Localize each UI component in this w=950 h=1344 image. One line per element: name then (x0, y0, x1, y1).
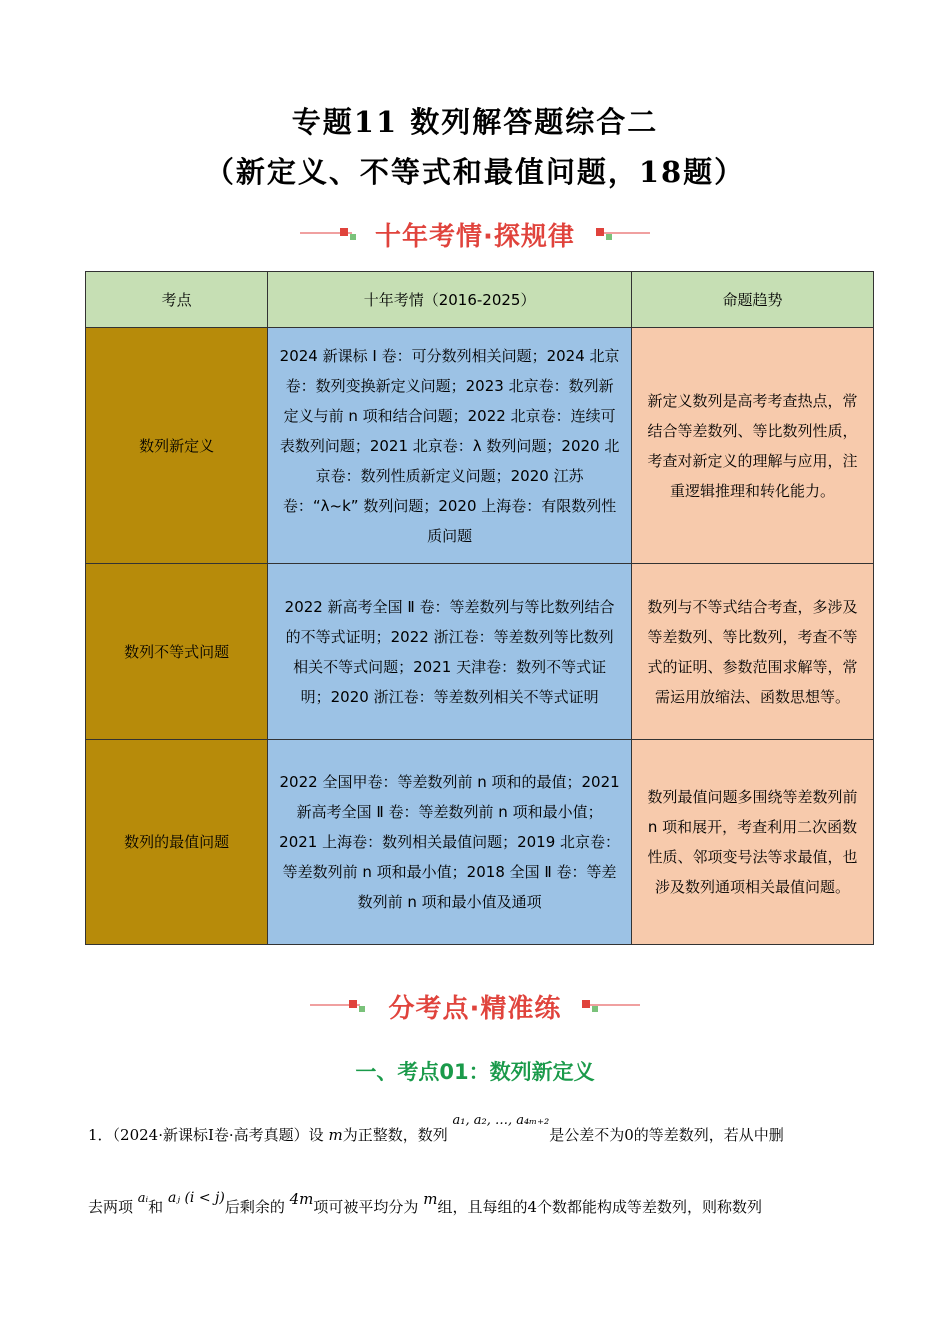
problem-line-2 (88, 1190, 762, 1217)
banner-text: 十年考情·探规律 (375, 222, 575, 252)
trend-cell: 新定义数列是高考考查热点，常结合等差数列、等比数列性质，考查对新定义的理解与应用，注重逻辑推理和转化能力。 (631, 328, 873, 564)
table-row (86, 740, 874, 945)
trend-cell: 数列最值问题多围绕等差数列前 n 项和展开，考查利用二次函数性质、邻项变号法等求最值，也涉及数列通项相关最值问题。 (631, 740, 873, 945)
problem-text: 是公差不为0的等差数列，若从中删 (549, 1126, 784, 1144)
history-cell: 2022 全国甲卷：等差数列前 n 项和的最值；2021 新高考全国 Ⅱ 卷：等差数列前 n 项和最小值；2021 上海卷：数列相关最值问题；2019 北京卷：等差数列前 n 项和最小值；2018 全国 Ⅱ 卷：等差数列前 n 项和最小值及通项 (268, 740, 632, 945)
exam-analysis-table (85, 271, 874, 945)
document-title-line1: 专题11 数列解答题综合二 (291, 105, 659, 139)
math-aj: aⱼ (i < j) (167, 1190, 225, 1206)
math-m: m (328, 1126, 343, 1144)
math-sequence: a₁, a₂, …, a₄ₘ₊₂ (452, 1113, 550, 1128)
banner-practice (0, 984, 950, 1024)
banner-ten-year (0, 212, 950, 252)
problem-text: 为正整数，数列 (342, 1126, 448, 1144)
topic-cell: 数列新定义 (86, 328, 268, 564)
trend-cell: 数列与不等式结合考查，多涉及等差数列、等比数列，考查不等式的证明、参数范围求解等，常需运用放缩法、函数思想等。 (631, 564, 873, 740)
banner-text: 分考点·精准练 (388, 994, 562, 1024)
header-topic: 考点 (86, 272, 268, 328)
problem-text: 和 (148, 1198, 164, 1216)
header-history: 十年考情（2016-2025） (268, 272, 632, 328)
document-title-line2: （新定义、不等式和最值问题，18题） (204, 155, 746, 189)
topic-cell: 数列的最值问题 (86, 740, 268, 945)
problem-text: 项可被平均分为 (313, 1198, 419, 1216)
problem-text: 去两项 (88, 1198, 134, 1216)
history-cell: 2022 新高考全国 Ⅱ 卷：等差数列与等比数列结合的不等式证明；2022 浙江卷：等差数列等比数列相关不等式问题；2021 天津卷：数列不等式证明；2020 浙江卷：等差数列相关不等式证明 (268, 564, 632, 740)
table-header-row (86, 272, 874, 328)
topic-cell: 数列不等式问题 (86, 564, 268, 740)
section-title: 一、考点01：数列新定义 (355, 1060, 595, 1084)
math-m: m (423, 1190, 438, 1208)
problem-line-1 (88, 1113, 784, 1145)
problem-source: （2024·新课标Ⅰ卷·高考真题）设 (112, 1126, 324, 1144)
table-row (86, 564, 874, 740)
problem-text: 组，且每组的4个数都能构成等差数列，则称数列 (437, 1198, 762, 1216)
history-cell: 2024 新课标 Ⅰ 卷：可分数列相关问题；2024 北京卷：数列变换新定义问题；2023 北京卷：数列新定义与前 n 项和结合问题；2022 北京卷：连续可表数列问题；2021 北京卷：λ 数列问题；2020 北京卷：数列性质新定义问题；2020 江苏卷：“λ~k” 数列问题；2020 上海卷：有限数列性质问题 (268, 328, 632, 564)
table-row (86, 328, 874, 564)
math-4m: 4m (289, 1190, 314, 1208)
problem-number: 1． (88, 1126, 113, 1144)
math-ai: aᵢ (137, 1191, 149, 1206)
header-trend: 命题趋势 (631, 272, 873, 328)
problem-text: 后剩余的 (224, 1198, 285, 1216)
